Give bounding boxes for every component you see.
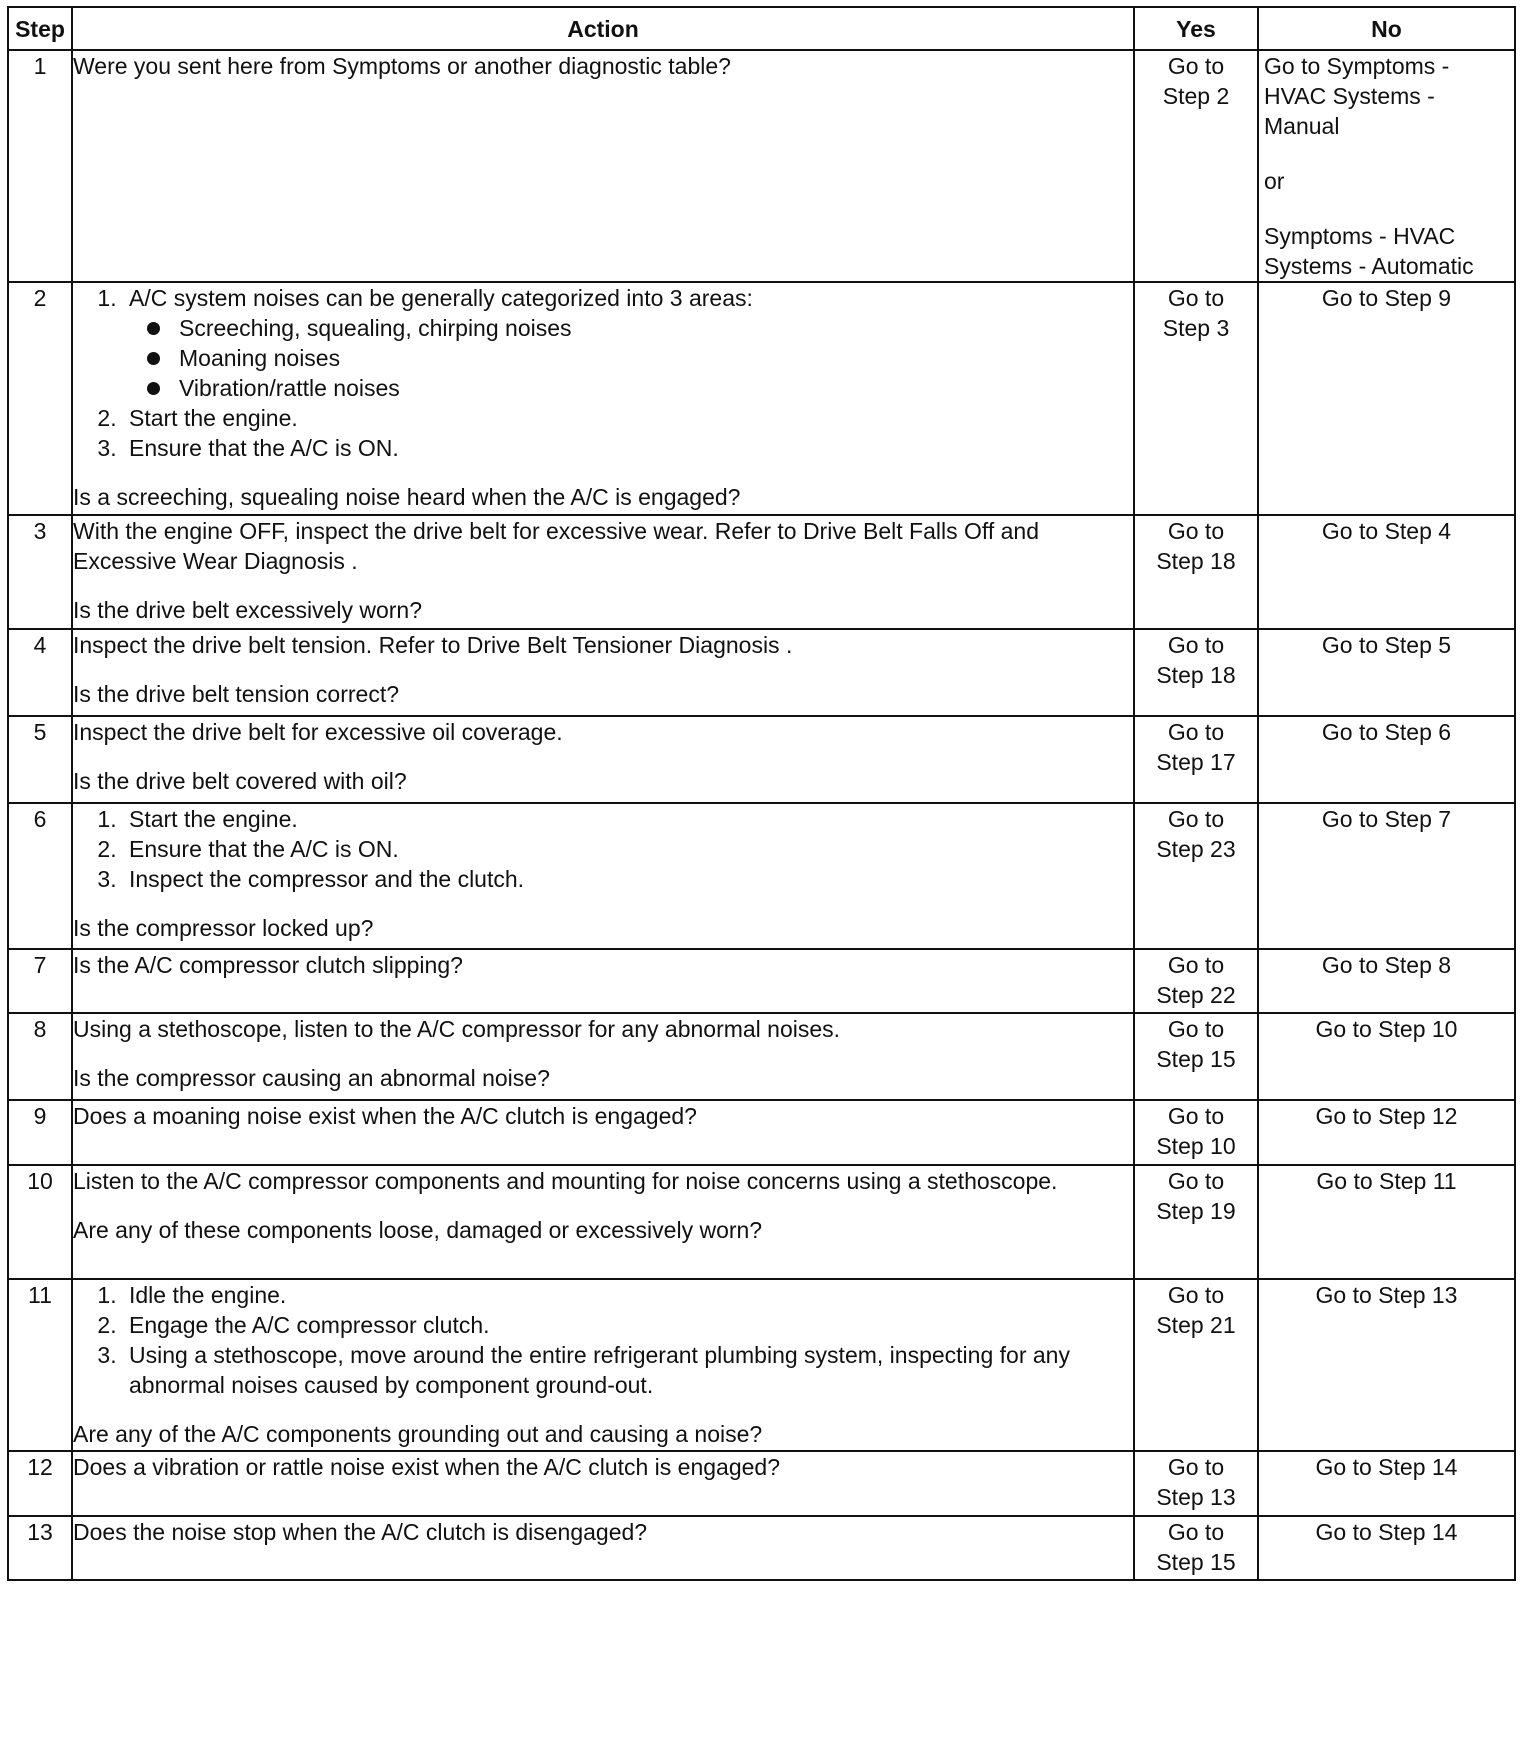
no-cell xyxy=(1258,1451,1515,1516)
step-number: 11 xyxy=(8,1279,72,1451)
spacer xyxy=(1264,196,1514,221)
yes-link[interactable]: Go to Step 10 xyxy=(1156,1103,1236,1159)
action-text: With the engine OFF, inspect the drive belt for excessive wear. Refer to Drive Belt Falls Off and Excessive Wear Diagnosis . xyxy=(73,518,1039,574)
no-link-line[interactable]: Manual xyxy=(1264,113,1340,139)
yes-link[interactable]: Go to Step 22 xyxy=(1156,952,1236,1008)
yes-link[interactable]: Go to Step 13 xyxy=(1156,1454,1236,1510)
no-cell xyxy=(1258,515,1515,629)
step-number: 8 xyxy=(8,1013,72,1100)
diagnostic-table xyxy=(7,6,1516,1581)
no-link[interactable]: Go to Step 9 xyxy=(1321,285,1452,311)
no-cell xyxy=(1258,50,1515,282)
yes-cell xyxy=(1134,282,1258,515)
no-link[interactable]: Go to Step 12 xyxy=(1315,1103,1458,1129)
no-cell xyxy=(1258,1013,1515,1100)
action-text: Does a moaning noise exist when the A/C clutch is engaged? xyxy=(73,1103,697,1129)
step-number: 7 xyxy=(8,949,72,1013)
action-step xyxy=(123,864,1133,894)
no-link-line[interactable]: Go to Symptoms - xyxy=(1264,53,1450,79)
no-cell xyxy=(1258,629,1515,716)
action-bullets xyxy=(129,313,1133,403)
no-cell xyxy=(1258,949,1515,1013)
no-link[interactable]: Go to Step 10 xyxy=(1315,1016,1458,1042)
yes-link[interactable]: Go to Step 3 xyxy=(1162,285,1230,341)
header-action: Action xyxy=(72,7,1134,50)
yes-link[interactable]: Go to Step 2 xyxy=(1162,53,1230,109)
action-bullet-text: Screeching, squealing, chirping noises xyxy=(179,315,572,341)
table-row xyxy=(8,1100,1515,1165)
spacer xyxy=(73,660,1133,679)
table-body xyxy=(8,50,1515,1580)
table-row xyxy=(8,515,1515,629)
action-text: Inspect the drive belt tension. Refer to Drive Belt Tensioner Diagnosis . xyxy=(73,632,793,658)
yes-link[interactable]: Go to Step 21 xyxy=(1156,1282,1236,1338)
action-question: Is the drive belt excessively worn? xyxy=(73,597,422,623)
spacer xyxy=(73,747,1133,766)
no-link-line[interactable]: or xyxy=(1264,168,1285,194)
action-text: Is the A/C compressor clutch slipping? xyxy=(73,952,463,978)
no-cell xyxy=(1258,1516,1515,1580)
step-number: 9 xyxy=(8,1100,72,1165)
no-link[interactable]: Go to Step 14 xyxy=(1315,1454,1458,1480)
no-link[interactable]: Go to Step 14 xyxy=(1315,1519,1458,1545)
action-cell xyxy=(72,1100,1134,1165)
step-number: 3 xyxy=(8,515,72,629)
yes-cell xyxy=(1134,1279,1258,1451)
action-step-text: Using a stethoscope, move around the entire refrigerant plumbing system, inspecting for any abnormal noises caused by component ground-out. xyxy=(129,1342,1070,1398)
table-row xyxy=(8,949,1515,1013)
action-step-text: Start the engine. xyxy=(129,405,298,431)
action-bullet xyxy=(179,313,1133,343)
action-text: Were you sent here from Symptoms or another diagnostic table? xyxy=(73,53,731,79)
table-row xyxy=(8,803,1515,949)
no-link[interactable]: Go to Step 11 xyxy=(1316,1168,1457,1194)
yes-link[interactable]: Go to Step 17 xyxy=(1156,719,1236,775)
action-step-text: Start the engine. xyxy=(129,806,298,832)
no-link[interactable]: Go to Step 5 xyxy=(1321,632,1452,658)
spacer xyxy=(73,576,1133,595)
action-step-text: Idle the engine. xyxy=(129,1282,287,1308)
action-step xyxy=(123,403,1133,433)
action-step xyxy=(123,1340,1133,1400)
action-step-text: Engage the A/C compressor clutch. xyxy=(129,1312,490,1338)
yes-cell xyxy=(1134,1451,1258,1516)
action-step-text: A/C system noises can be generally categorized into 3 areas: xyxy=(129,285,753,311)
yes-link[interactable]: Go to Step 23 xyxy=(1156,806,1236,862)
action-cell xyxy=(72,716,1134,803)
yes-cell xyxy=(1134,1100,1258,1165)
yes-cell xyxy=(1134,1013,1258,1100)
action-cell xyxy=(72,1165,1134,1279)
yes-cell xyxy=(1134,1165,1258,1279)
action-bullet xyxy=(179,373,1133,403)
spacer xyxy=(73,1196,1133,1215)
action-step xyxy=(123,804,1133,834)
table-row xyxy=(8,50,1515,282)
header-step: Step xyxy=(8,7,72,50)
action-cell xyxy=(72,803,1134,949)
spacer xyxy=(73,894,1133,913)
yes-link[interactable]: Go to Step 15 xyxy=(1156,1519,1236,1575)
spacer xyxy=(73,1400,1133,1419)
action-cell xyxy=(72,50,1134,282)
action-step-text: Ensure that the A/C is ON. xyxy=(129,435,399,461)
spacer xyxy=(73,463,1133,482)
no-link[interactable]: Go to Step 7 xyxy=(1321,806,1452,832)
action-text: Does the noise stop when the A/C clutch is disengaged? xyxy=(73,1519,648,1545)
table-row xyxy=(8,1516,1515,1580)
table-row xyxy=(8,716,1515,803)
action-steps xyxy=(73,283,1133,463)
action-cell xyxy=(72,1013,1134,1100)
action-step xyxy=(123,283,1133,403)
bullet-icon xyxy=(147,322,160,335)
table-row xyxy=(8,282,1515,515)
action-text: Listen to the A/C compressor components and mounting for noise concerns using a stethoscope. xyxy=(73,1168,1058,1194)
action-question: Is the compressor causing an abnormal noise? xyxy=(73,1065,550,1091)
yes-cell xyxy=(1134,949,1258,1013)
yes-link[interactable]: Go to Step 18 xyxy=(1156,518,1236,574)
yes-cell xyxy=(1134,716,1258,803)
no-cell xyxy=(1258,803,1515,949)
action-bullet-text: Moaning noises xyxy=(179,345,341,371)
yes-link[interactable]: Go to Step 18 xyxy=(1156,632,1236,688)
action-cell xyxy=(72,1516,1134,1580)
no-link[interactable]: Go to Step 8 xyxy=(1321,952,1452,978)
step-number: 13 xyxy=(8,1516,72,1580)
action-question: Is the drive belt covered with oil? xyxy=(73,768,407,794)
spacer xyxy=(73,1044,1133,1063)
action-bullet-text: Vibration/rattle noises xyxy=(179,375,400,401)
action-cell xyxy=(72,282,1134,515)
bullet-icon xyxy=(147,352,160,365)
no-cell xyxy=(1258,1279,1515,1451)
bullet-icon xyxy=(147,382,160,395)
action-text: Inspect the drive belt for excessive oil coverage. xyxy=(73,719,563,745)
no-cell xyxy=(1258,1100,1515,1165)
action-question: Is a screeching, squealing noise heard when the A/C is engaged? xyxy=(73,484,741,510)
no-link[interactable]: Go to Step 6 xyxy=(1321,719,1452,745)
step-number: 1 xyxy=(8,50,72,282)
table-row xyxy=(8,1279,1515,1451)
action-bullet xyxy=(179,343,1133,373)
action-question: Are any of these components loose, damaged or excessively worn? xyxy=(73,1217,763,1243)
table-row xyxy=(8,1451,1515,1516)
action-cell xyxy=(72,1451,1134,1516)
header-row xyxy=(8,7,1515,50)
step-number: 2 xyxy=(8,282,72,515)
action-step xyxy=(123,834,1133,864)
yes-cell xyxy=(1134,629,1258,716)
yes-link[interactable]: Go to Step 15 xyxy=(1156,1016,1236,1072)
step-number: 6 xyxy=(8,803,72,949)
spacer xyxy=(1264,141,1514,166)
step-number: 4 xyxy=(8,629,72,716)
action-steps xyxy=(73,1280,1133,1400)
no-link[interactable]: Go to Step 4 xyxy=(1321,518,1452,544)
action-step xyxy=(123,1310,1133,1340)
yes-link[interactable]: Go to Step 19 xyxy=(1156,1168,1236,1224)
no-link-line[interactable]: HVAC Systems - xyxy=(1264,83,1435,109)
action-question: Is the compressor locked up? xyxy=(73,915,374,941)
no-cell xyxy=(1258,716,1515,803)
header-yes: Yes xyxy=(1134,7,1258,50)
no-link[interactable]: Go to Step 13 xyxy=(1315,1282,1458,1308)
action-step xyxy=(123,433,1133,463)
action-step xyxy=(123,1280,1133,1310)
table-row xyxy=(8,1165,1515,1279)
no-cell xyxy=(1258,282,1515,515)
action-cell xyxy=(72,1279,1134,1451)
action-question: Is the drive belt tension correct? xyxy=(73,681,399,707)
table-row xyxy=(8,629,1515,716)
yes-cell xyxy=(1134,50,1258,282)
step-number: 5 xyxy=(8,716,72,803)
action-step-text: Ensure that the A/C is ON. xyxy=(129,836,399,862)
action-cell xyxy=(72,629,1134,716)
action-question: Are any of the A/C components grounding out and causing a noise? xyxy=(73,1421,763,1447)
action-text: Does a vibration or rattle noise exist when the A/C clutch is engaged? xyxy=(73,1454,781,1480)
no-cell xyxy=(1258,1165,1515,1279)
no-link-line[interactable]: Systems - Automatic xyxy=(1264,253,1474,279)
table-row xyxy=(8,1013,1515,1100)
step-number: 10 xyxy=(8,1165,72,1279)
action-cell xyxy=(72,515,1134,629)
yes-cell xyxy=(1134,803,1258,949)
action-steps xyxy=(73,804,1133,894)
no-link-line[interactable]: Symptoms - HVAC xyxy=(1264,223,1456,249)
action-step-text: Inspect the compressor and the clutch. xyxy=(129,866,525,892)
action-cell xyxy=(72,949,1134,1013)
step-number: 12 xyxy=(8,1451,72,1516)
yes-cell xyxy=(1134,1516,1258,1580)
header-no: No xyxy=(1258,7,1515,50)
action-text: Using a stethoscope, listen to the A/C compressor for any abnormal noises. xyxy=(73,1016,841,1042)
yes-cell xyxy=(1134,515,1258,629)
